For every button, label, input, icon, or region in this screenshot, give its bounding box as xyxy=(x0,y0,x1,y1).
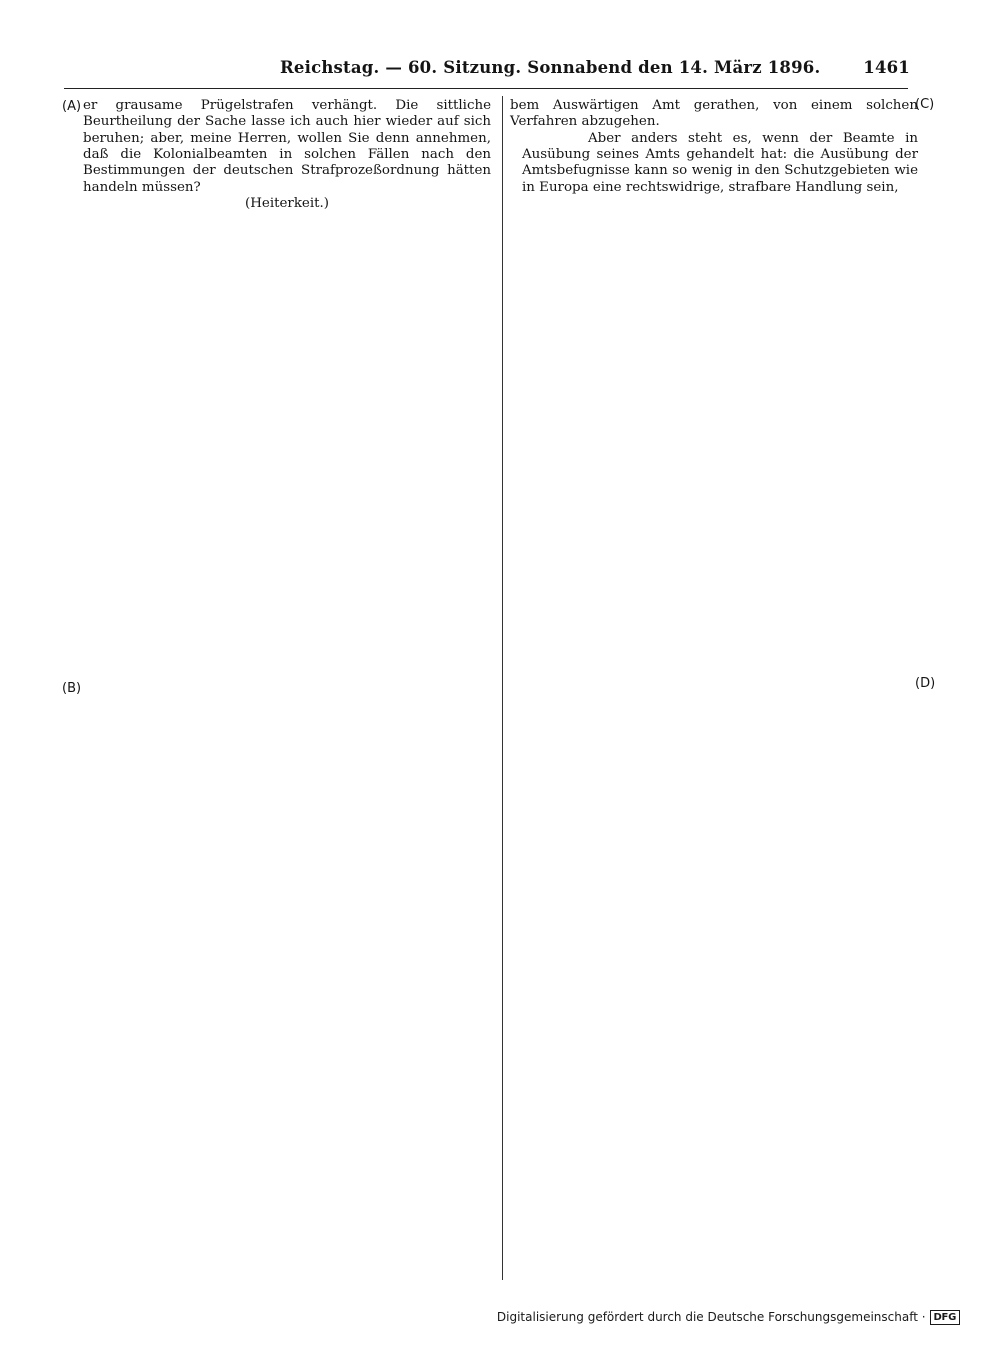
right-column xyxy=(510,98,918,196)
paragraph: bem Auswärtigen Amt gerathen, von einem solchen Verfahren abzugehen. xyxy=(510,98,918,130)
margin-mark-d: (D) xyxy=(915,676,936,691)
laughter-note: (Heiterkeit.) xyxy=(245,196,329,212)
block-quote: Aber anders steht es, wenn der Beamte in Ausübung seines Amts gehandelt hat: die Ausübung der Amtsbefugnisse kann so wenig in den Schutzgebieten wie in Europa eine rechtswidrige, strafbare Handlung sein, xyxy=(522,130,918,195)
footer-credit: Digitalisierung gefördert durch die Deutsche Forschungsgemeinschaft · xyxy=(496,1310,926,1324)
dfg-logo: DFG xyxy=(930,1310,960,1325)
left-column xyxy=(83,98,491,212)
margin-mark-a: (A) xyxy=(62,99,82,114)
header-rule xyxy=(64,88,908,89)
page-number: 1461 xyxy=(863,58,910,77)
margin-mark-b: (B) xyxy=(62,681,82,696)
margin-mark-c: (C) xyxy=(915,97,935,112)
column-separator xyxy=(502,96,503,1280)
page-header xyxy=(280,58,910,84)
running-title: Reichstag. — 60. Sitzung. Sonnabend den 14. März 1896. xyxy=(280,58,821,77)
footer xyxy=(497,1309,960,1325)
paragraph: er grausame Prügelstrafen verhängt. Die sittliche Beurtheilung der Sache lasse ich auch hier wieder auf sich beruhen; aber, meine Herren, wollen Sie denn annehmen, daß die Kolonialbeamten in solchen Fällen nach den Bestimmungen der deutschen Strafprozeßordnung hätten handeln müssen? xyxy=(83,98,491,195)
